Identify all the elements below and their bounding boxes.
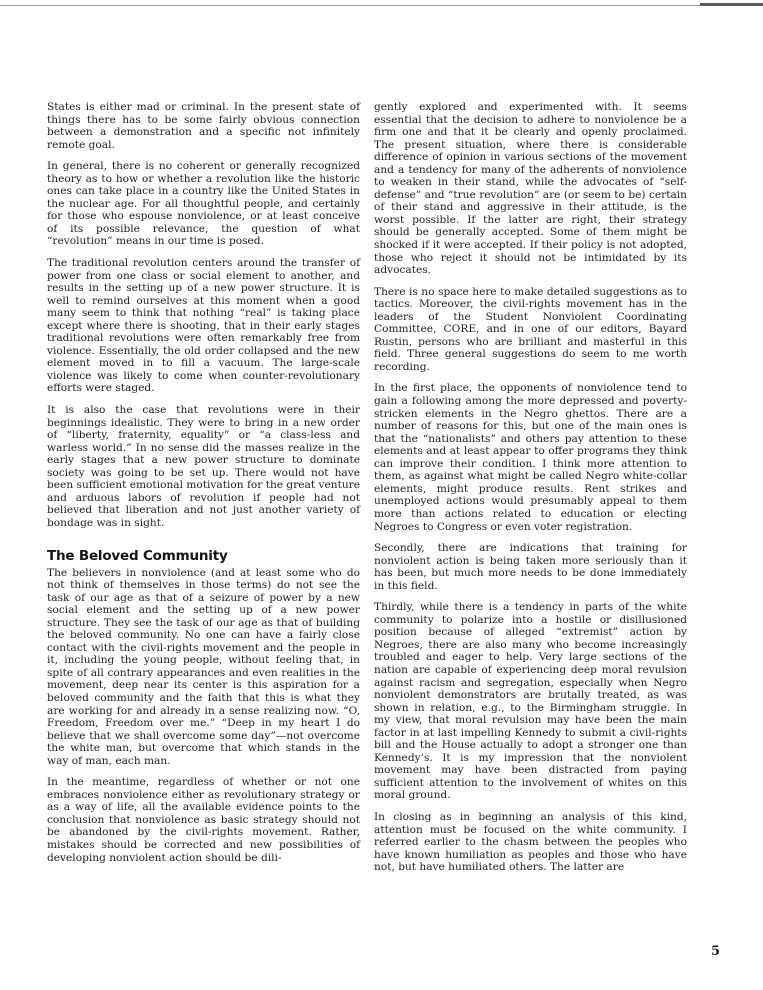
paragraph: The traditional revolution centers around the transfer of power from one class or social element to another, and results in the setting up of a new power structure. It is well to remind ourselves at this moment when a good many seem to think that nothing “real” is taking place except where there is shooting, that in their early stages traditional revolutions were often remarkably free from violence. Essentially, the old order collapsed and the new element moved in to fill a vacuum. The large-scale violence was likely to come when counter-revolutionary efforts were staged. xyxy=(47,257,360,395)
left-column xyxy=(47,101,360,873)
page-number: 5 xyxy=(711,944,721,959)
paragraph: In the first place, the opponents of nonviolence tend to gain a following among the more depressed and poverty-stricken elements in the Negro ghettos. There are a number of reasons for this, but one of the main ones is that the “nationalists” and others pay attention to these elements and at least appear to offer programs they think can improve their condition. I think more attention to them, as against what might be called Negro white-collar elements, might produce results. Rent strikes and unemployed actions would presumably appeal to them more than actions related to education or electing Negroes to Congress or even voter registration. xyxy=(374,382,687,533)
right-column xyxy=(374,101,687,883)
paragraph: Thirdly, while there is a tendency in parts of the white community to polarize into a hostile or disillusioned position because of alleged “extremist” action by Negroes, there are also many who become increasingly troubled and eager to help. Very large sections of the nation are capable of experiencing deep moral revulsion against racism and segregation, especially when Negro nonviolent demonstrators are brutally treated, as was shown in relation, e.g., to the Birmingham struggle. In my view, that moral revulsion may have been the main factor in at last impelling Kennedy to submit a civil-rights bill and the House actually to adopt a stronger one than Kennedy’s. It is my impression that the nonviolent movement may have been distracted from paying sufficient attention to the involvement of whites on this moral ground. xyxy=(374,601,687,802)
section-heading: The Beloved Community xyxy=(47,547,228,564)
paragraph: The believers in nonviolence (and at least some who do not think of themselves in those terms) do not see the task of our age as that of a seizure of power by a new social element and the setting up of a new power structure. They see the task of our age as that of building the beloved community. No one can have a fairly close contact with the civil-rights movement and the people in it, including the young people, without feeling that, in spite of all contrary appearances and even realities in the movement, deep near its center is this aspiration for a beloved community and the faith that this is what they are working for and already in a sense realizing now. “O, Freedom, Freedom over me.” “Deep in my heart I do believe that we shall overcome some day”—not overcome the white man, but overcome that which stands in the way of man, each man. xyxy=(47,566,360,767)
paragraph: gently explored and experimented with. It seems essential that the decision to adhere to nonviolence be a firm one and that it be clearly and openly proclaimed. The present situation, where there is considerable difference of opinion in various sections of the movement and a tendency for many of the adherents of nonviolence to weaken in their stand, while the advocates of “self-defense” and “true revolution” are (or seem to be) certain of their stand and aggressive in their attitude, is the worst possible. If the latter are right, their strategy should be generally accepted. Some of them might be shocked if it were accepted. If their policy is not adopted, those who reject it should not be intimidated by its advocates. xyxy=(374,101,687,277)
paragraph: It is also the case that revolutions were in their beginnings idealistic. They were to bring in a new order of “liberty, fraternity, equality” or “a class-less and warless world.” In no sense did the masses realize in the early stages that a new power structure to dominate society was going to be set up. There would not have been sufficient emotional motivation for the great venture and arduous labors of revolution if people had not believed that liberation and not just another variety of bondage was in sight. xyxy=(47,404,360,529)
paragraph: Secondly, there are indications that training for nonviolent action is being taken more seriously than it has been, but much more needs to be done immediately in this field. xyxy=(374,542,687,592)
paragraph: States is either mad or criminal. In the present state of things there has to be some fairly obvious connection between a demonstration and a specific not infinitely remote goal. xyxy=(47,101,360,151)
paragraph: In general, there is no coherent or generally recognized theory as to how or whether a revolution like the historic ones can take place in a country like the United States in the nuclear age. For all thoughtful people, and certainly for those who espouse nonviolence, or at least conceive of its possible relevance, the question of what “revolution” means in our time is posed. xyxy=(47,160,360,248)
top-rule-accent xyxy=(700,3,763,6)
paragraph: In closing as in beginning an analysis of this kind, attention must be focused on the white community. I referred earlier to the chasm between the peoples who have known humiliation as peoples and those who have not, but have humiliated others. The latter are xyxy=(374,810,687,874)
top-rule xyxy=(0,5,763,6)
paragraph: There is no space here to make detailed suggestions as to tactics. Moreover, the civil-rights movement has in the leaders of the Student Nonviolent Coordinating Committee, CORE, and in one of our editors, Bayard Rustin, persons who are brilliant and masterful in this field. Three general suggestions do seem to me worth recording. xyxy=(374,285,687,373)
paragraph: In the meantime, regardless of whether or not one embraces nonviolence either as revolutionary strategy or as a way of life, all the available evidence points to the conclusion that nonviolence as basic strategy should not be abandoned by the civil-rights movement. Rather, mistakes should be corrected and new possibilities of developing nonviolent action should be dili- xyxy=(47,776,360,864)
